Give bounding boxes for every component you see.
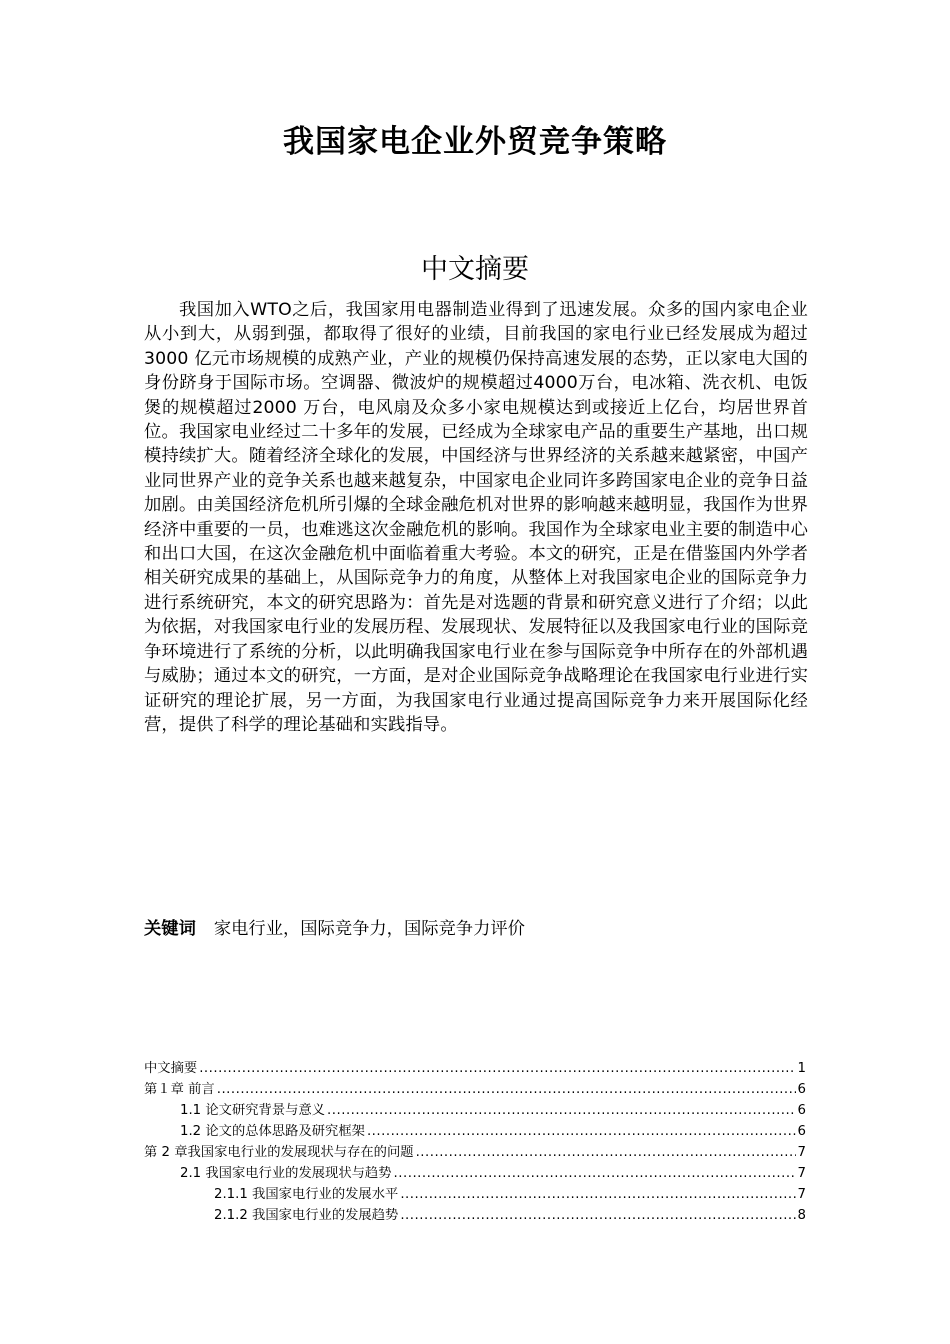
keywords-line: [144, 914, 525, 939]
toc-entry-page: 6: [797, 1103, 806, 1118]
toc-entry-label: 中文摘要: [144, 1061, 198, 1076]
toc-entry[interactable]: [144, 1142, 806, 1163]
document-title: 我国家电企业外贸竞争策略: [283, 124, 667, 160]
abstract-body: 我国加入WTO之后，我国家用电器制造业得到了迅速发展。众多的国内家电企业从小到大，从弱到强，都取得了很好的业绩，目前我国的家电行业已经发展成为超过3000 亿元市场规模的成熟产业，产业的规模仍保持高速发展的态势，正以家电大国的身份跻身于国际市场。空调器、微波炉的规模超过4000万台，电冰箱、洗衣机、电饭煲的规模超过2000 万台，电风扇及众多小家电规模达到或接近上亿台，均居世界首位。我国家电业经过二十多年的发展，已经成为全球家电产品的重要生产基地，出口规模持续扩大。随着经济全球化的发展，中国经济与世界经济的关系越来越紧密，中国产业同世界产业的竞争关系也越来越复杂，中国家电企业同许多跨国家电企业的竞争日益加剧。由美国经济危机所引爆的全球金融危机对世界的影响越来越明显，我国作为世界经济中重要的一员，也难逃这次金融危机的影响。我国作为全球家电业主要的制造中心和出口大国，在这次金融危机中面临着重大考验。本文的研究，正是在借鉴国内外学者相关研究成果的基础上，从国际竞争力的角度，从整体上对我国家电企业的国际竞争力进行系统研究，本文的研究思路为：首先是对选题的背景和研究意义进行了介绍；以此为依据，对我国家电行业的发展历程、发展现状、发展特征以及我国家电行业的国际竞争环境进行了系统的分析，以此明确我国家电行业在参与国际竞争中所存在的外部机遇与威胁；通过本文的研究，一方面，是对企业国际竞争战略理论在我国家电行业进行实证研究的理论扩展，另一方面，为我国家电行业通过提高国际竞争力来开展国际化经营，提供了科学的理论基础和实践指导。: [144, 300, 808, 735]
toc-entry[interactable]: [144, 1079, 806, 1100]
keywords-label: 关键词: [144, 919, 196, 939]
toc-entry-label: 第 2 章我国家电行业的发展现状与存在的问题: [144, 1145, 414, 1160]
toc-leader-dots: [199, 1058, 795, 1079]
toc-entry-label: 1.2 论文的总体思路及研究框架: [180, 1124, 365, 1139]
toc-leader-dots: [327, 1100, 795, 1121]
toc-entry[interactable]: [144, 1100, 806, 1121]
table-of-contents: [144, 1058, 806, 1226]
toc-entry[interactable]: [144, 1205, 806, 1226]
abstract-heading: 中文摘要: [421, 254, 529, 285]
toc-entry-page: 7: [797, 1166, 806, 1181]
toc-leader-dots: [400, 1205, 795, 1226]
toc-entry[interactable]: [144, 1058, 806, 1079]
toc-entry-label: 2.1.2 我国家电行业的发展趋势: [214, 1208, 399, 1223]
toc-entry[interactable]: [144, 1184, 806, 1205]
toc-entry[interactable]: [144, 1121, 806, 1142]
toc-entry-label: 第１章 前言: [144, 1082, 215, 1097]
toc-entry-page: 1: [797, 1061, 806, 1076]
toc-entry[interactable]: [144, 1163, 806, 1184]
toc-leader-dots: [416, 1142, 796, 1163]
toc-entry-label: 1.1 论文研究背景与意义: [180, 1103, 326, 1118]
toc-entry-label: 2.1 我国家电行业的发展现状与趋势: [180, 1166, 392, 1181]
toc-leader-dots: [217, 1079, 796, 1100]
toc-leader-dots: [367, 1121, 796, 1142]
toc-leader-dots: [394, 1163, 796, 1184]
keywords-text: 家电行业，国际竞争力，国际竞争力评价: [213, 919, 525, 939]
toc-entry-page: 6: [797, 1124, 806, 1139]
toc-entry-page: 7: [797, 1187, 806, 1202]
toc-entry-label: 2.1.1 我国家电行业的发展水平: [214, 1187, 399, 1202]
toc-entry-page: 7: [797, 1145, 806, 1160]
toc-entry-page: 6: [797, 1082, 806, 1097]
toc-entry-page: 8: [797, 1208, 806, 1223]
toc-leader-dots: [400, 1184, 795, 1205]
